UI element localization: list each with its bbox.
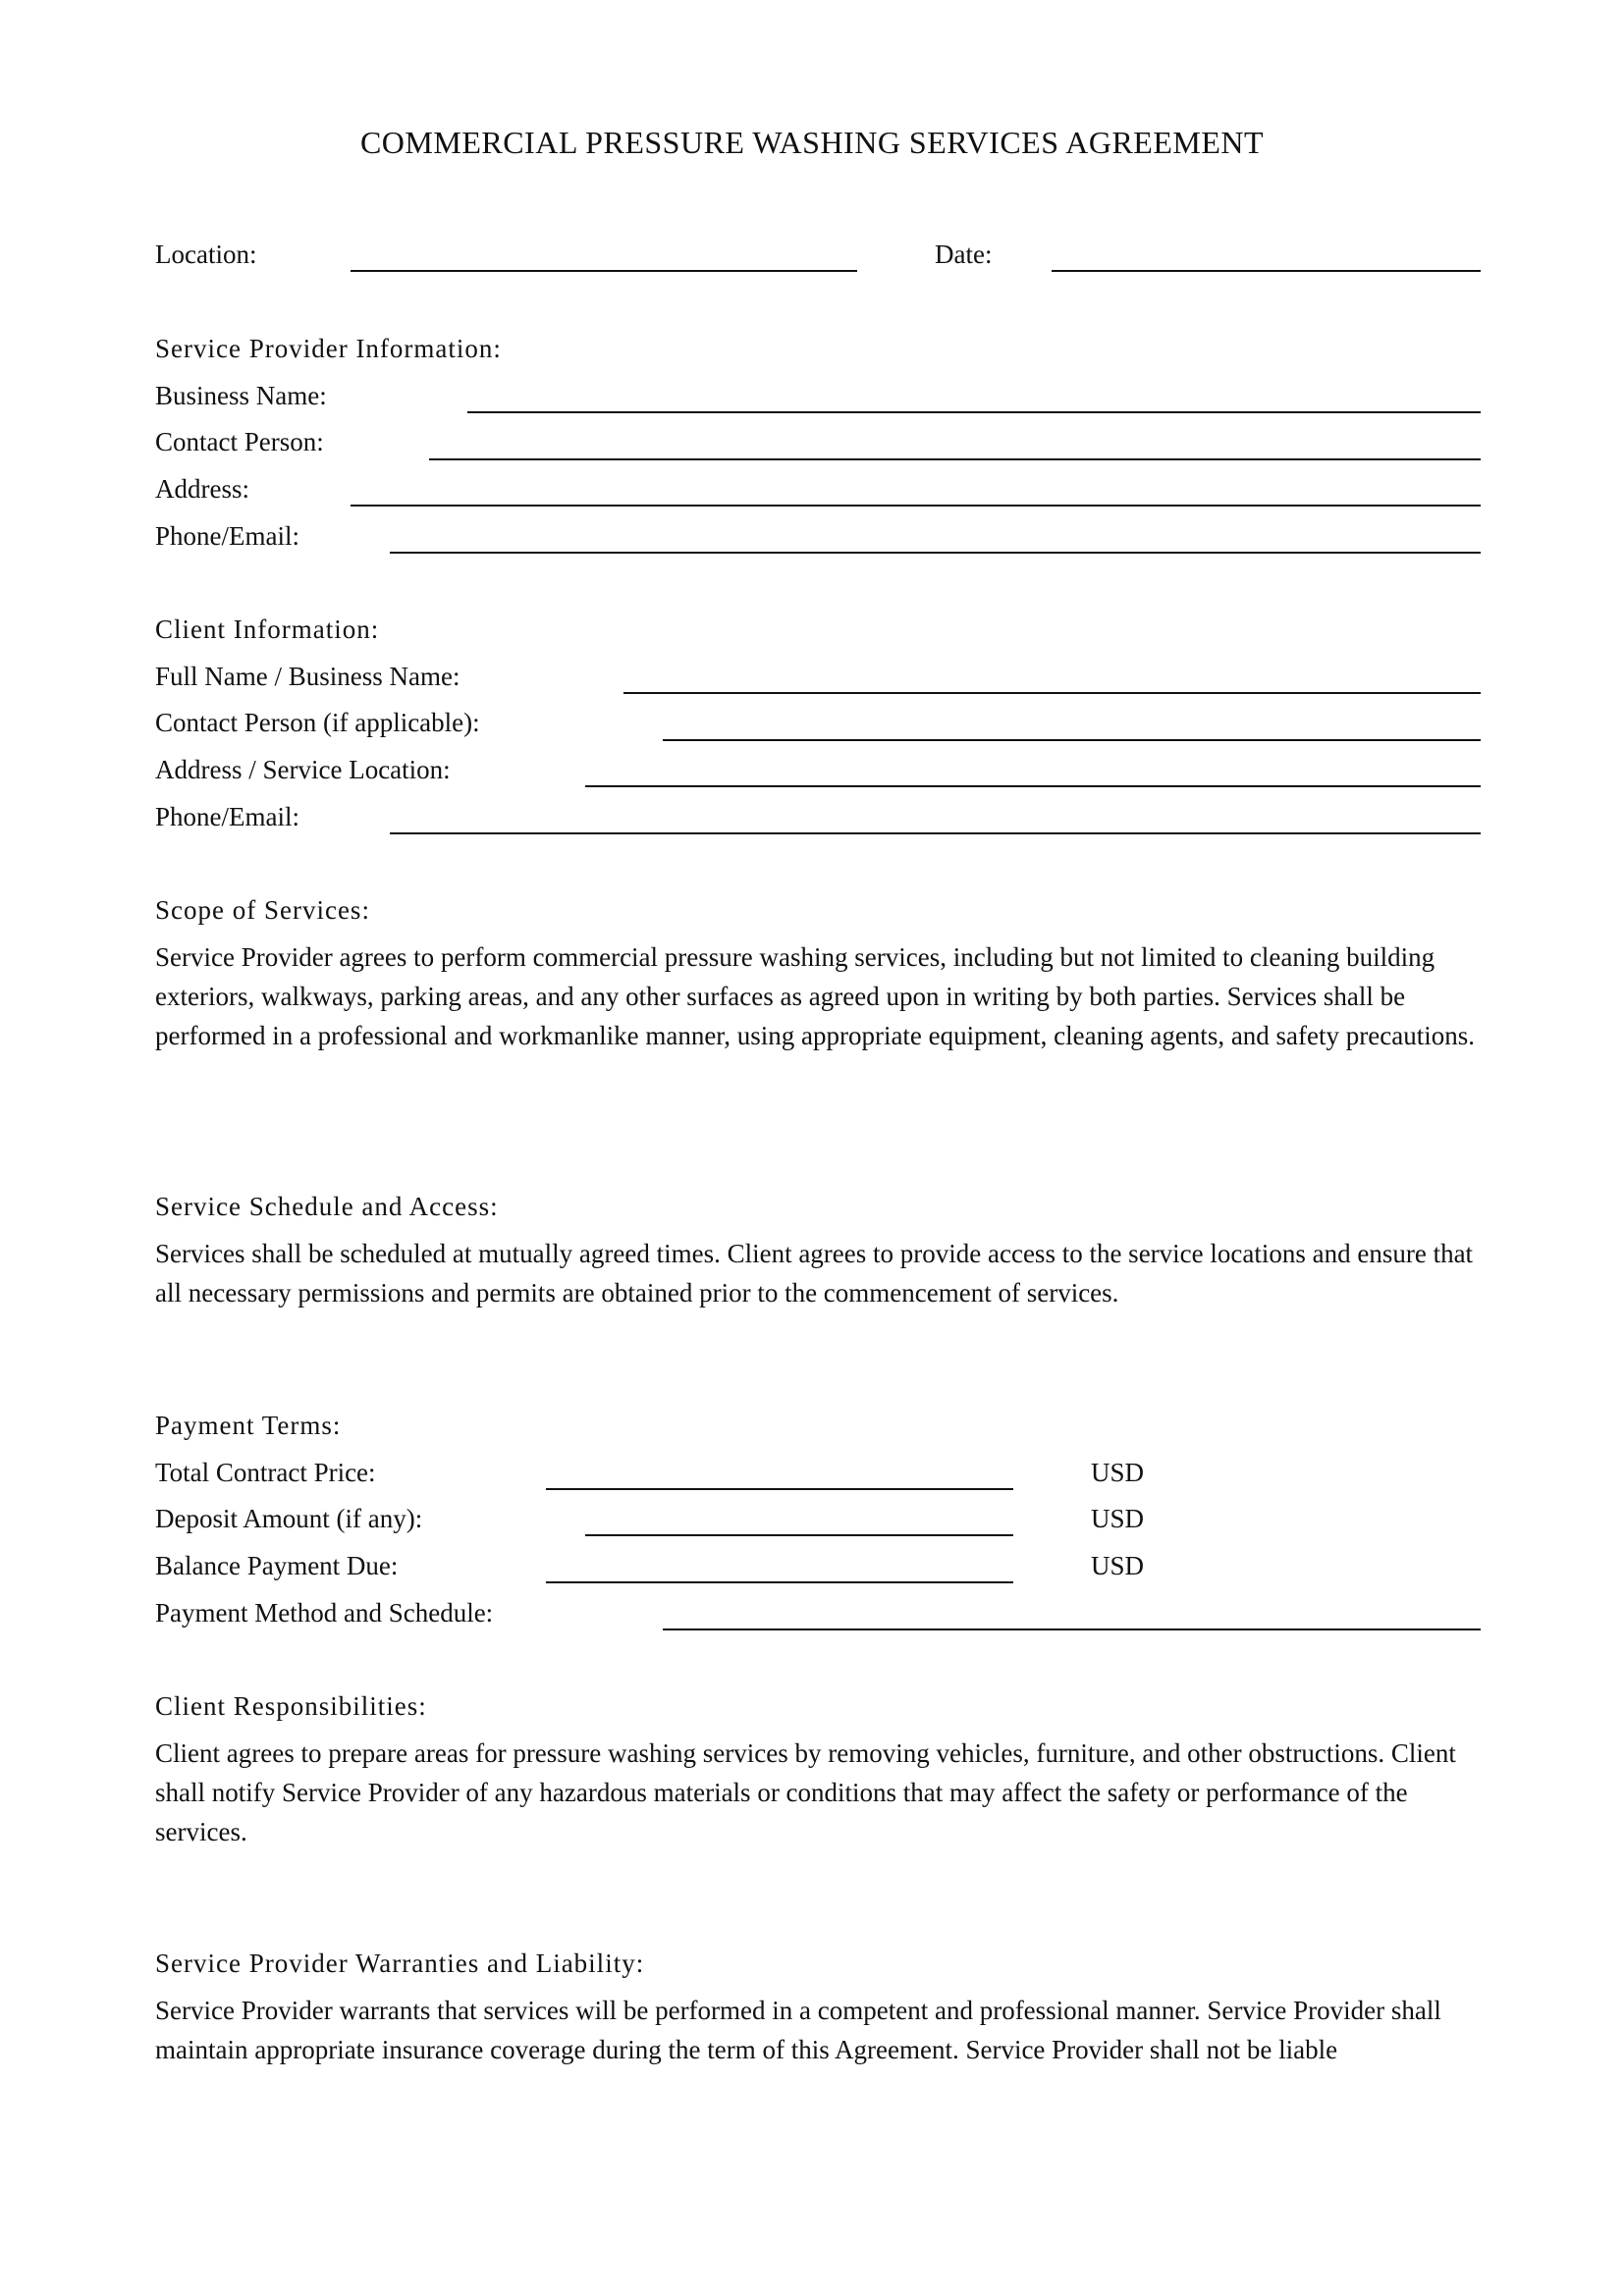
service-provider-heading: Service Provider Information:: [155, 334, 502, 363]
payment-method-field[interactable]: [663, 1629, 1481, 1630]
client-contact-person-label: Contact Person (if applicable):: [155, 708, 480, 737]
location-label: Location:: [155, 240, 257, 269]
total-price-field[interactable]: [546, 1488, 1013, 1490]
payment-method-label: Payment Method and Schedule:: [155, 1598, 494, 1628]
payment-heading: Payment Terms:: [155, 1411, 342, 1440]
date-label: Date:: [935, 240, 993, 269]
balance-currency: USD: [1091, 1551, 1145, 1580]
balance-label: Balance Payment Due:: [155, 1551, 399, 1580]
client-full-name-label: Full Name / Business Name:: [155, 662, 460, 691]
client-address-label: Address / Service Location:: [155, 755, 451, 784]
provider-address-field[interactable]: [351, 505, 1481, 507]
balance-field[interactable]: [546, 1581, 1013, 1583]
client-address-field[interactable]: [585, 785, 1481, 787]
provider-contact-person-label: Contact Person:: [155, 427, 324, 456]
provider-address-label: Address:: [155, 474, 249, 504]
deposit-currency: USD: [1091, 1504, 1145, 1533]
provider-business-name-label: Business Name:: [155, 381, 327, 410]
client-phone-email-field[interactable]: [390, 832, 1481, 834]
location-field[interactable]: [351, 270, 857, 272]
client-contact-person-field[interactable]: [663, 739, 1481, 741]
total-price-label: Total Contract Price:: [155, 1458, 376, 1487]
client-responsibilities-heading: Client Responsibilities:: [155, 1691, 427, 1721]
client-info-heading: Client Information:: [155, 614, 380, 644]
client-responsibilities-body: Client agrees to prepare areas for pressure washing services by removing vehicles, furniture, and other obstructions. Client shall notify Service Provider of any hazardous materials or conditions that may affect the safety or performance of the services.: [155, 1738, 1456, 1846]
deposit-field[interactable]: [585, 1534, 1013, 1536]
client-phone-email-label: Phone/Email:: [155, 802, 299, 831]
provider-phone-email-field[interactable]: [390, 552, 1481, 554]
date-field[interactable]: [1052, 270, 1481, 272]
client-full-name-field[interactable]: [623, 692, 1481, 694]
total-price-currency: USD: [1091, 1458, 1145, 1487]
warranties-heading: Service Provider Warranties and Liability:: [155, 1949, 645, 1978]
document-title: COMMERCIAL PRESSURE WASHING SERVICES AGREEMENT: [359, 125, 1265, 160]
scope-heading: Scope of Services:: [155, 895, 370, 925]
provider-business-name-field[interactable]: [467, 411, 1481, 413]
provider-phone-email-label: Phone/Email:: [155, 521, 299, 551]
provider-contact-person-field[interactable]: [429, 458, 1481, 460]
schedule-heading: Service Schedule and Access:: [155, 1192, 499, 1221]
scope-body: Service Provider agrees to perform commercial pressure washing services, including but not limited to cleaning building exteriors, walkways, parking areas, and any other surfaces as agreed upon in writing by both parties. Services shall be performed in a professional and workmanlike manner, using appropriate equipment, cleaning agents, and safety precautions.: [155, 942, 1475, 1050]
warranties-body: Service Provider warrants that services will be performed in a competent and professional manner. Service Provider shall maintain appropriate insurance coverage during the term of this Agreement. Service Provider shall not be liable: [155, 1996, 1441, 2064]
schedule-body: Services shall be scheduled at mutually agreed times. Client agrees to provide access to the service locations and ensure that all necessary permissions and permits are obtained prior to the commencement of services.: [155, 1239, 1474, 1308]
deposit-label: Deposit Amount (if any):: [155, 1504, 423, 1533]
